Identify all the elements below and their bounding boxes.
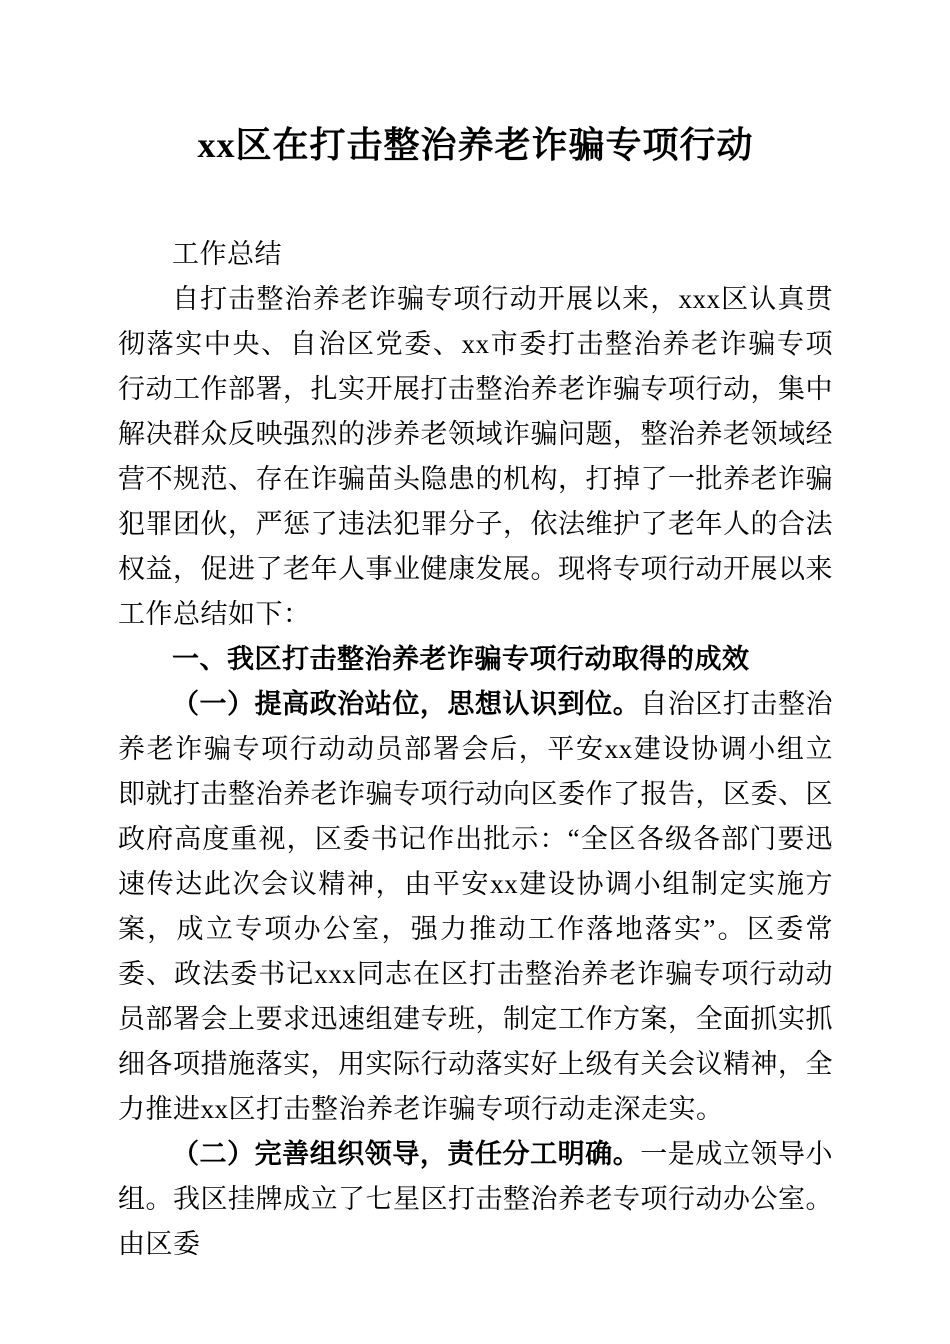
paragraph-intro xyxy=(118,277,833,637)
paragraph-lead: （二）完善组织领导，责任分工明确。 xyxy=(172,1139,641,1169)
paragraph-text: 自治区打击整治养老诈骗专项行动动员部署会后，平安xx建设协调小组立即就打击整治养老诈骗专项行动向区委作了报告，区委、区政府高度重视，区委书记作出批示：“全区各级各部门要迅速传达此次会议精神，由平安xx建设协调小组制定实施方案，成立专项办公室，强力推动工作落地落实”。区委常委、政法委书记xxx同志在区打击整治养老诈骗专项行动动员部署会上要求迅速组建专班，制定工作方案，全面抓实抓细各项措施落实，用实际行动落实好上级有关会议精神，全力推进xx区打击整治养老诈骗专项行动走深走实。 xyxy=(118,689,834,1124)
paragraph-lead: （一）提高政治站位，思想认识到位。 xyxy=(172,689,641,719)
paragraph-item-1 xyxy=(118,682,833,1132)
document-title: xx区在打击整治养老诈骗专项行动 xyxy=(197,125,754,165)
section-heading-1 xyxy=(118,637,833,682)
paragraph-item-2 xyxy=(118,1132,833,1267)
section-heading-text: 一、我区打击整治养老诈骗专项行动取得的成效 xyxy=(172,644,750,674)
paragraph-text: 自打击整治养老诈骗专项行动开展以来，xxx区认真贯彻落实中央、自治区党委、xx市委打击整治养老诈骗专项行动工作部署，扎实开展打击整治养老诈骗专项行动，集中解决群众反映强烈的涉养老领域诈骗问题，整治养老领域经营不规范、存在诈骗苗头隐患的机构，打掉了一批养老诈骗犯罪团伙，严惩了违法犯罪分子，依法维护了老年人的合法权益，促进了老年人事业健康发展。现将专项行动开展以来工作总结如下： xyxy=(118,284,833,629)
paragraph-summary-label xyxy=(118,232,833,277)
paragraph-text: 一是成立领导小组。我区挂牌成立了七星区打击整治养老专项行动办公室。由区委 xyxy=(118,1139,834,1259)
paragraph-text: 工作总结 xyxy=(172,239,282,269)
